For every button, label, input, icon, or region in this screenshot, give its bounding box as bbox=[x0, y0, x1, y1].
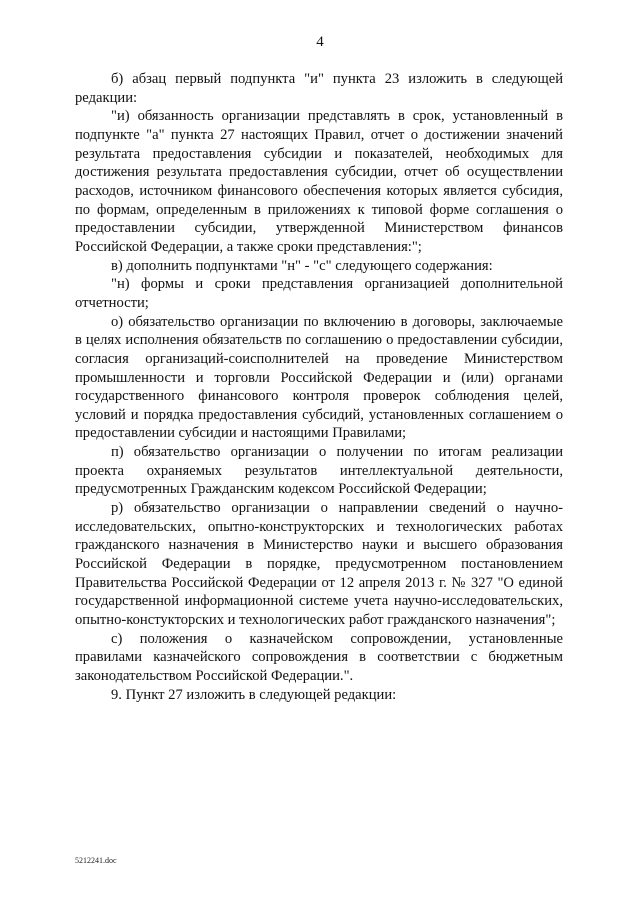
paragraph-s: с) положения о казначейском сопровождении, установленные правилами казначейского сопровождения в соответствии с бюджетным законодательством Российской Федерации.". bbox=[75, 630, 563, 684]
paragraph-n: "н) формы и сроки представления организацией дополнительной отчетности; bbox=[75, 276, 563, 311]
paragraph-9: 9. Пункт 27 изложить в следующей редакции: bbox=[111, 686, 397, 703]
paragraph-v: в) дополнить подпунктами "н" - "с" следующего содержания: bbox=[111, 257, 493, 274]
paragraph-p: п) обязательство организации о получении по итогам реализации проекта охраняемых результатов интеллектуальной деятельности, предусмотренных Гражданским кодексом Российской Федерации; bbox=[75, 444, 563, 498]
paragraph-i: "и) обязанность организации представлять в срок, установленный в подпункте "а" пункта 27 настоящих Правил, отчет о достижении значений результата предоставления субсидии и показателей, необходимых для достижения результата предоставления субсидии, отчет об осуществлении расходов, источником финансового обеспечения которых является субсидия, по формам, определенным в приложениях к типовой форме соглашения о предоставлении субсидии, утвержденной Министерством финансов Российской Федерации, а также сроки представления:"; bbox=[75, 108, 563, 255]
footer-filename: 5212241.doc bbox=[75, 856, 117, 865]
document-body bbox=[75, 70, 563, 704]
paragraph-r: р) обязательство организации о направлении сведений о научно-исследовательских, опытно-конструкторских и технологических работах гражданского назначения в Министерство науки и высшего образования Российской Федерации в порядке, предусмотренном постановлением Правительства Российской Федерации от 12 апреля 2013 г. № 327 "О единой государственной информационной системе учета научно-исследовательских, опытно-констукторских и технологических работ гражданского назначения"; bbox=[75, 500, 563, 629]
page-number: 4 bbox=[316, 34, 324, 50]
paragraph-b: б) абзац первый подпункта "и" пункта 23 изложить в следующей редакции: bbox=[75, 71, 563, 106]
paragraph-o: о) обязательство организации по включению в договоры, заключаемые в целях исполнения обязательств по соглашению о предоставлении субсидии, согласия организаций-соисполнителей на проведение Министерством промышленности и торговли Российской Федерации и (или) органами государственного финансового контроля проверок соблюдения целей, условий и порядка предоставления субсидий, установленных соглашением о предоставлении субсидии и настоящими Правилами; bbox=[75, 313, 563, 442]
